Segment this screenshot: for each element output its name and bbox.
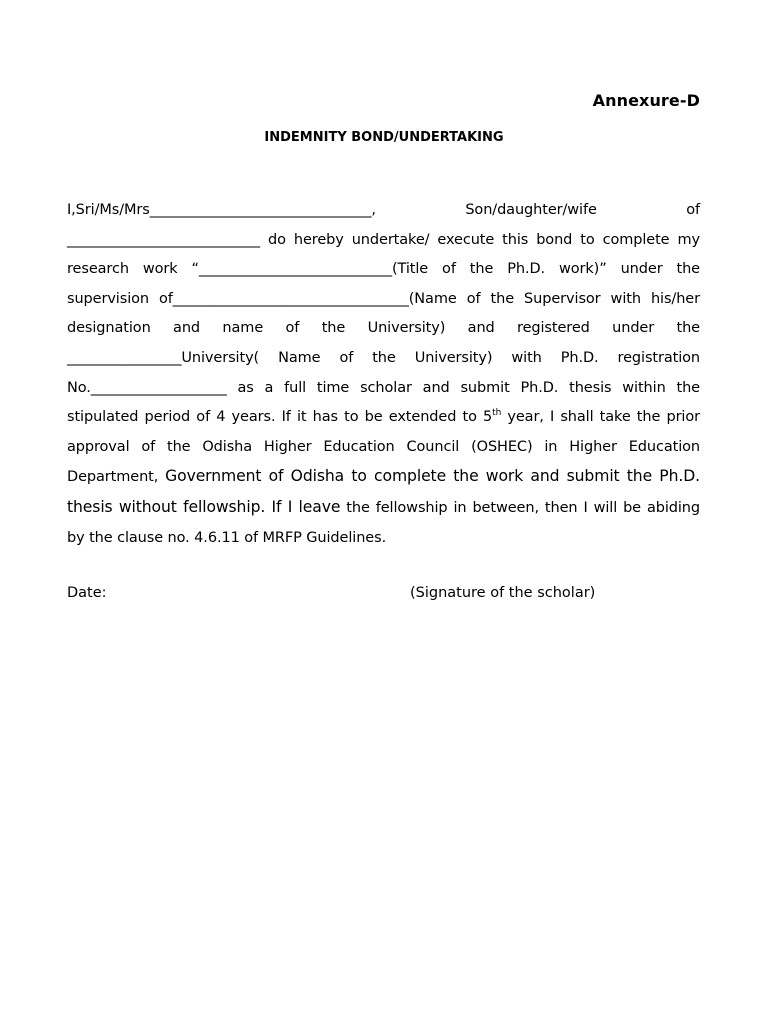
ordinal-superscript: th [492, 408, 502, 419]
signature-label: (Signature of the scholar) [410, 585, 596, 601]
of-label: of [686, 202, 700, 218]
annexure-label: Annexure-D [592, 91, 700, 110]
paragraph-first-line [67, 196, 700, 226]
date-label: Date: [67, 585, 107, 601]
undertaking-paragraph [67, 196, 700, 553]
name-field-line: I,Sri/Ms/Mrs_______________________________, [67, 202, 376, 218]
paragraph-text-2: year, I shall take the prior approval of the Odisha Higher Education Council (OSHEC) in Higher Education Department, [67, 409, 700, 486]
paragraph-text-3: the fellowship in between, then I will be abiding by the clause no. 4.6.11 of MRFP Guidelines. [67, 499, 700, 546]
paragraph-text-1: ___________________________ do hereby undertake/ execute this bond to complete my research work “___________________________(Title of the Ph.D. work)” under the supervision of_________________________________(Name of the Supervisor with his/her designation and name of the University) and registered under the ________________University( Name of the University) with Ph.D. registration No.___________________ as a full time scholar and submit Ph.D. thesis within the stipulated period of 4 years. If it has to be extended to 5 [67, 231, 700, 426]
relation-label: Son/daughter/wife [465, 202, 597, 218]
paragraph-text-large: Government of Odisha to complete the work and submit the Ph.D. thesis without fellowship. If I leave [67, 467, 701, 516]
document-title: INDEMNITY BOND/UNDERTAKING [264, 130, 504, 145]
